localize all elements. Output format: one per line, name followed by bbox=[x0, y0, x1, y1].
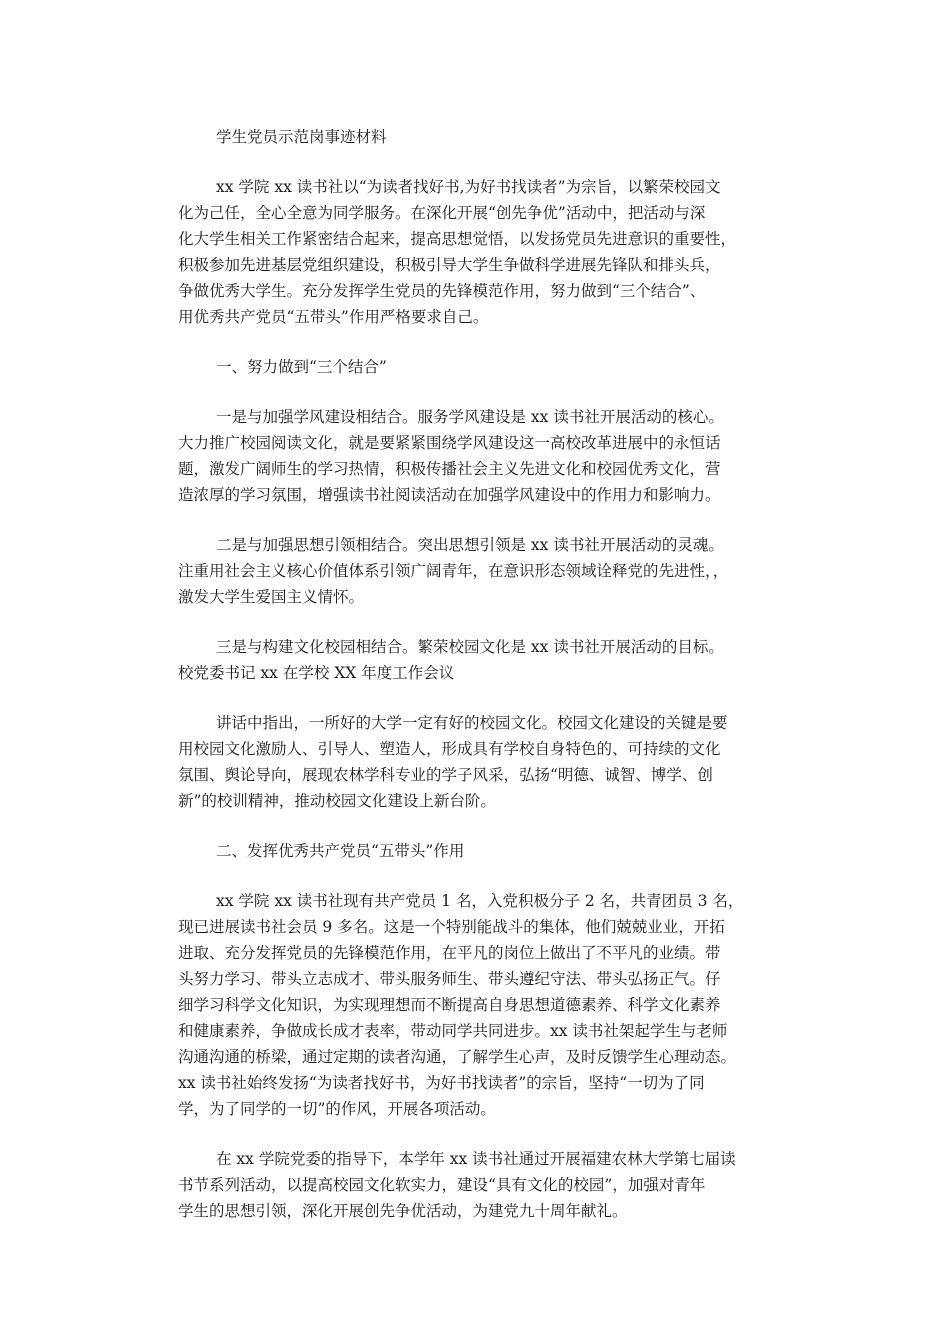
body-paragraph bbox=[178, 888, 778, 1122]
text-line: 二、发挥优秀共产党员“五带头”作用 bbox=[216, 842, 465, 860]
text-line: 和健康素养，争做成长成才表率，带动同学共同进步。xx 读书社架起学生与老师 bbox=[178, 1022, 728, 1040]
text-line: 氛围、舆论导向，展现农林学科专业的学子风采，弘扬“明德、诚智、博学、创 bbox=[178, 766, 713, 784]
text-line: xx 学院 xx 读书社以“为读者找好书,为好书找读者”为宗旨，以繁荣校园文 bbox=[216, 178, 721, 196]
text-line: 三是与构建文化校园相结合。繁荣校园文化是 xx 读书社开展活动的目标。 bbox=[216, 638, 724, 656]
body-paragraph bbox=[178, 1146, 778, 1224]
text-line: 现已进展读书社会员 9 多名。这是一个特别能战斗的集体，他们兢兢业业，开拓 bbox=[178, 918, 725, 936]
text-line: 注重用社会主义核心价值体系引领广阔青年，在意识形态领域诠释党的先进性，， bbox=[178, 562, 729, 580]
body-paragraph bbox=[178, 634, 778, 686]
text-line: 讲话中指出，一所好的大学一定有好的校园文化。校园文化建设的关键是要 bbox=[216, 714, 728, 732]
text-line: 书节系列活动，以提高校园文化软实力，建设“具有文化的校园”，加强对青年 bbox=[178, 1176, 706, 1194]
text-line: 化为己任，全心全意为同学服务。在深化开展“创先争优”活动中，把活动与深 bbox=[178, 204, 706, 222]
text-line: 新”的校训精神，推动校园文化建设上新台阶。 bbox=[178, 792, 496, 810]
section-heading bbox=[178, 354, 778, 380]
body-paragraph bbox=[178, 710, 778, 814]
text-line: 学生的思想引领，深化开展创先争优活动，为建党九十周年献礼。 bbox=[178, 1202, 628, 1220]
text-line: 一、努力做到“三个结合” bbox=[216, 358, 387, 376]
text-line: 用校园文化激励人、引导人、塑造人，形成具有学校自身特色的、可持续的文化 bbox=[178, 740, 721, 758]
text-line: 头努力学习、带头立志成才、带头服务师生、带头遵纪守法、带头弘扬正气。仔 bbox=[178, 970, 721, 988]
text-line: 题，激发广阔师生的学习热情，积极传播社会主义先进文化和校园优秀文化，营 bbox=[178, 460, 721, 478]
text-line: 校党委书记 xx 在学校 XX 年度工作会议 bbox=[178, 664, 455, 682]
text-line: xx 读书社始终发扬“为读者找好书，为好书找读者”的宗旨，坚持“一切为了同 bbox=[178, 1074, 705, 1092]
text-line: 沟通沟通的桥梁，通过定期的读者沟通，了解学生心声，及时反馈学生心理动态。 bbox=[178, 1048, 737, 1066]
section-heading bbox=[178, 838, 778, 864]
text-line: 在 xx 学院党委的指导下，本学年 xx 读书社通过开展福建农林大学第七届读 bbox=[216, 1150, 736, 1168]
text-line: 争做优秀大学生。充分发挥学生党员的先锋模范作用，努力做到“三个结合”、 bbox=[178, 282, 706, 300]
body-paragraph bbox=[178, 174, 778, 330]
body-paragraph bbox=[178, 404, 778, 508]
text-line: 化大学生相关工作紧密结合起来，提高思想觉悟，以发扬党员先进意识的重要性， bbox=[178, 230, 737, 248]
text-line: 激发大学生爱国主义情怀。 bbox=[178, 588, 365, 606]
text-line: 细学习科学文化知识，为实现理想而不断提高自身思想道德素养、科学文化素养 bbox=[178, 996, 721, 1014]
text-line: 造浓厚的学习氛围，增强读书社阅读活动在加强学风建设中的作用力和影响力。 bbox=[178, 486, 721, 504]
document-title: 学生党员示范岗事迹材料 bbox=[216, 128, 387, 146]
text-line: 一是与加强学风建设相结合。服务学风建设是 xx 读书社开展活动的核心。 bbox=[216, 408, 724, 426]
text-line: 大力推广校园阅读文化，就是要紧紧围绕学风建设这一高校改革进展中的永恒话 bbox=[178, 434, 721, 452]
text-line: 二是与加强思想引领相结合。突出思想引领是 xx 读书社开展活动的灵魂。 bbox=[216, 536, 724, 554]
text-line: 积极参加先进基层党组织建设，积极引导大学生争做科学进展先锋队和排头兵， bbox=[178, 256, 721, 274]
text-line: 学，为了同学的一切”的作风，开展各项活动。 bbox=[178, 1100, 496, 1118]
text-line: xx 学院 xx 读书社现有共产党员 1 名，入党积极分子 2 名，共青团员 3 名， bbox=[216, 892, 744, 910]
text-line: 进取、充分发挥党员的先锋模范作用，在平凡的岗位上做出了不平凡的业绩。带 bbox=[178, 944, 721, 962]
body-paragraph bbox=[178, 532, 778, 610]
document-body bbox=[178, 124, 778, 1248]
text-line: 用优秀共产党员“五带头”作用严格要求自己。 bbox=[178, 308, 489, 326]
